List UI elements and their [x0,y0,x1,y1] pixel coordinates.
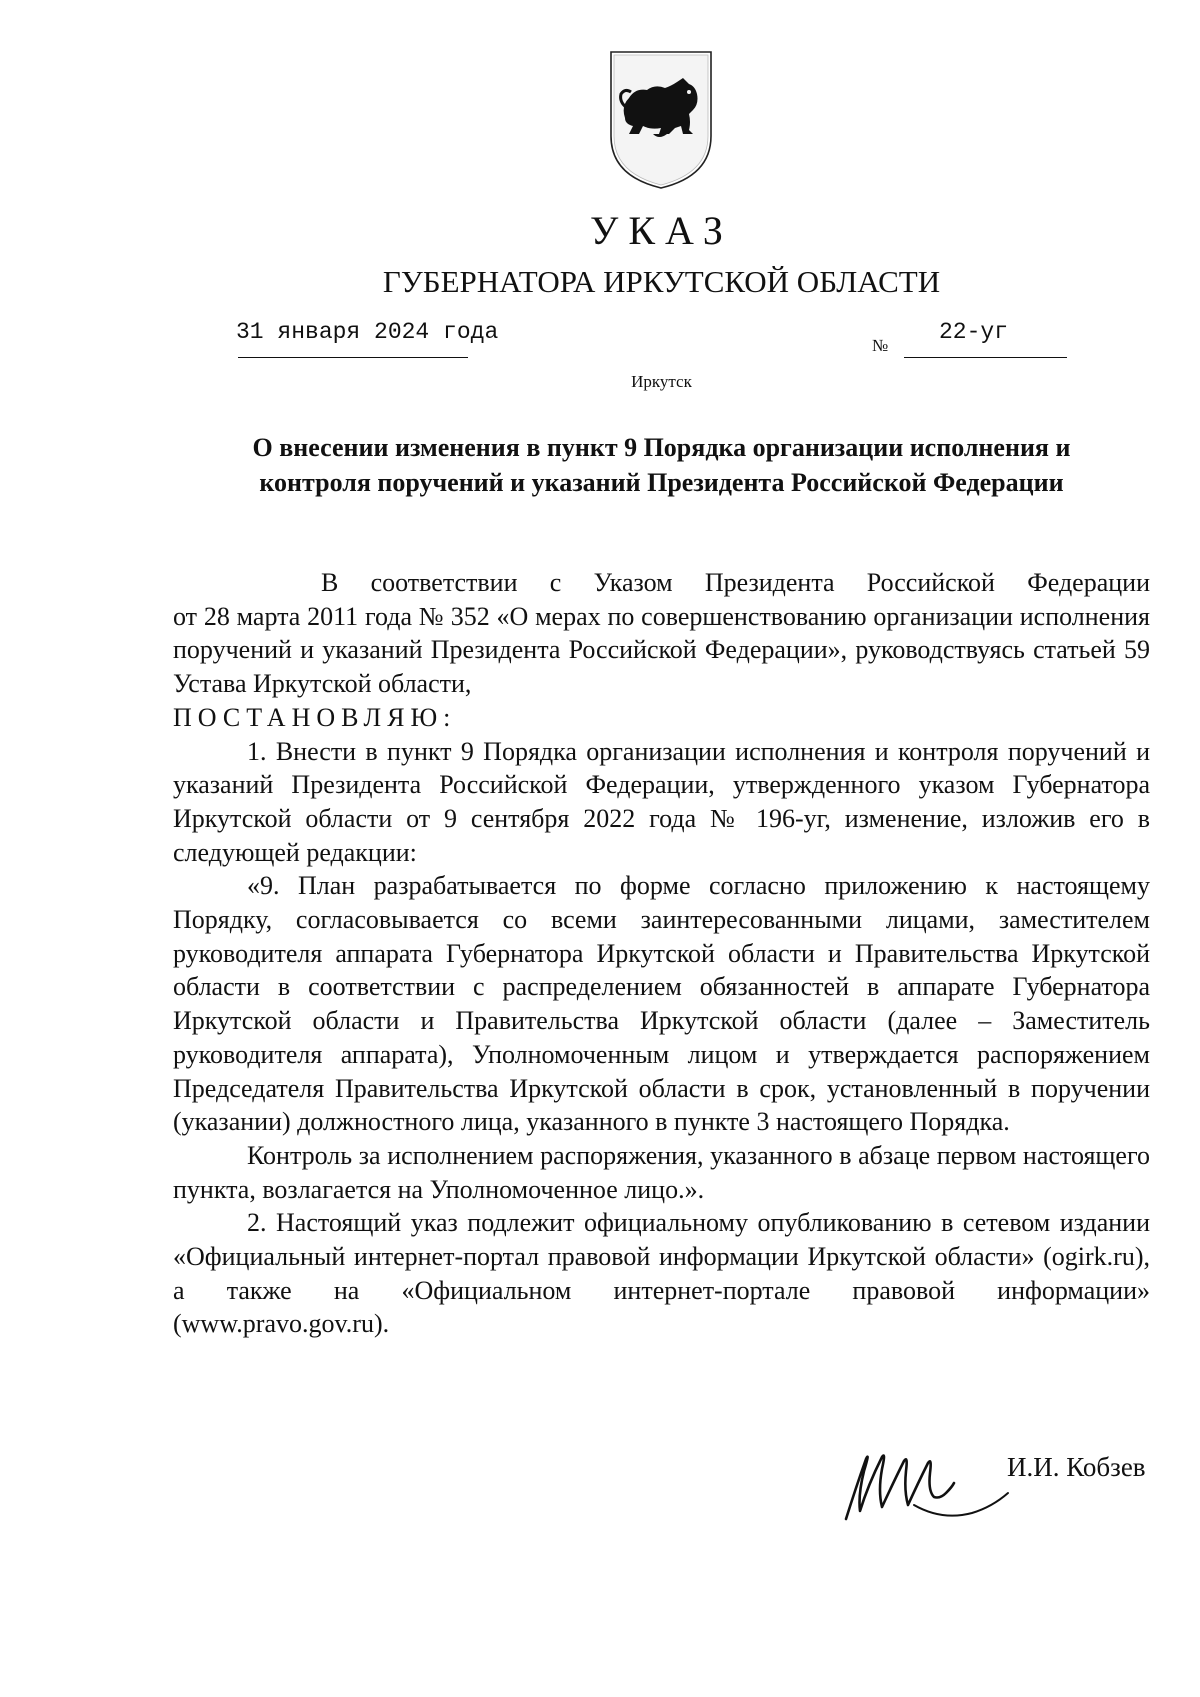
coat-of-arms-icon [603,48,719,192]
date-field [236,317,499,358]
item-1-paragraph: 1. Внести в пункт 9 Порядка организации исполнения и контроля поручений и указаний Президента Российской Федерации, утвержденного указом Губернатора Иркутской области от 9 сентября 2022 года № 196-уг, изменение, изложив его в следующей редакции: [173,736,1150,867]
preamble-first-line: В соответствии с Указом Президента Российской Федерации [321,568,1150,597]
quote-paragraph: «9. План разрабатывается по форме согласно приложению к настоящему Порядку, согласовывается со всеми заинтересованными лицами, заместителем руководителя аппарата Губернатора Иркутской области и Правительства Иркутской области в соответствии с распределением обязанностей в аппарате Губернатора Иркутской области и Правительства Иркутской области (далее – Заместитель руководителя аппарата), Уполномоченным лицом и утверждается распоряжением Председателя Правительства Иркутской области в срок, установленный в поручении (указании) должностного лица, указанного в пункте 3 настоящего Порядка. [173,871,1150,1137]
number-prefix: № [872,336,889,355]
city: Иркутск [631,372,692,391]
control-paragraph: Контроль за исполнением распоряжения, указанного в абзаце первом настоящего пункта, возлагается на Уполномоченное лицо.». [173,1140,1150,1204]
title-line-2: контроля поручений и указаний Президента Российской Федерации [259,468,1064,497]
preamble-paragraph [173,566,1150,600]
document-type: УКАЗ [590,208,733,253]
document-body [173,566,1150,1341]
title-line-1: О внесении изменения в пункт 9 Порядка организации исполнения и [252,433,1071,462]
number-field [904,317,1067,358]
document-issuer: ГУБЕРНАТОРА ИРКУТСКОЙ ОБЛАСТИ [382,264,941,299]
item-2-paragraph: 2. Настоящий указ подлежит официальному опубликованию в сетевом издании «Официальный интернет-портал правовой информации Иркутской области» (ogirk.ru), а также на «Официальном интернет-портале правовой информации» (www.pravo.gov.ru). [173,1208,1150,1339]
preamble-continuation: от 28 марта 2011 года № 352 «О мерах по совершенствованию организации исполнения поручений и указаний Президента Российской Федерации», руководствуясь статьей 59 Устава Иркутской области, [173,601,1150,699]
signer-name: И.И. Кобзев [1007,1452,1146,1482]
signature-icon [842,1435,1012,1525]
document-title [150,430,1173,500]
document-number: 22-уг [939,319,1009,345]
document-date: 31 января 2024 года [236,319,499,345]
resolve-heading: ПОСТАНОВЛЯЮ: [173,702,457,732]
